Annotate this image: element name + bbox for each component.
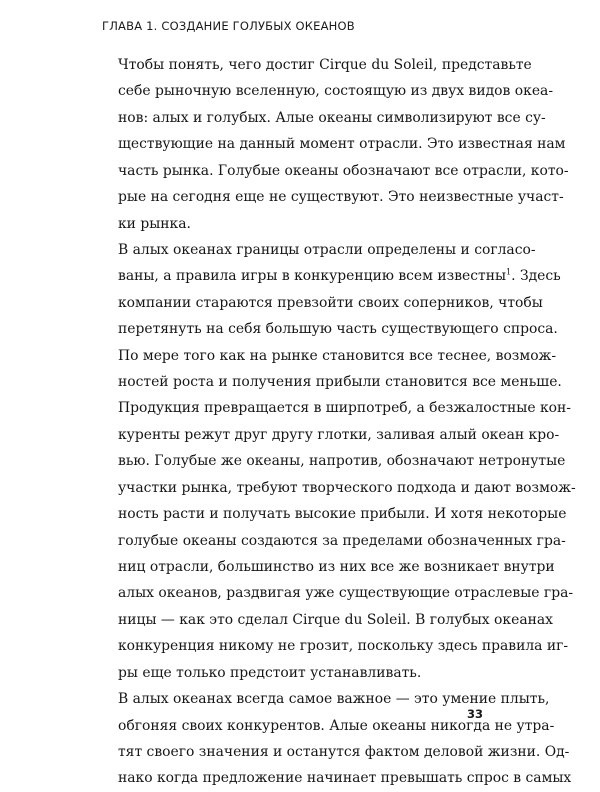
paragraph-1 [118, 52, 569, 237]
text-line: конкуренция никому не грозит, поскольку здесь правила иг- [118, 638, 569, 655]
footnote-mark[interactable]: 1 [506, 267, 512, 277]
paragraph-2 [118, 237, 576, 686]
text-line: ниц отрасли, большинство из них все же возникает внутри [118, 559, 555, 576]
text-line: себе рыночную вселенную, состоящую из двух видов океа- [118, 83, 554, 100]
body-text [118, 52, 576, 792]
text-line: куренты режут друг другу глотки, заливая алый океан кро- [118, 426, 560, 443]
paragraph-3 [118, 686, 572, 792]
text-line: Продукция превращается в ширпотреб, а безжалостные кон- [118, 400, 571, 417]
text-line: часть рынка. Голубые океаны обозначают все отрасли, кото- [118, 162, 569, 179]
text-line: ществующие на данный момент отрасли. Это известная нам [118, 136, 566, 153]
text-line: ность расти и получать высокие прибыли. И хотя некоторые [118, 506, 567, 523]
page-number: 33 [467, 707, 484, 721]
text-line: голубые океаны создаются за пределами обозначенных гра- [118, 532, 566, 549]
text-line: тят своего значения и останутся фактом деловой жизни. Од- [118, 743, 570, 760]
text-line: ры еще только предстоит устанавливать. [118, 664, 422, 681]
text-line: обгоняя своих конкурентов. Алые океаны никогда не утра- [118, 717, 555, 734]
text-line: рые на сегодня еще не существуют. Это неизвестные участ- [118, 189, 564, 206]
text-line: ки рынка. [118, 215, 191, 232]
text-line: По мере того как на рынке становится все теснее, возмож- [118, 347, 557, 364]
text-line: ницы — как это сделал Cirque du Soleil. В голубых океанах [118, 611, 553, 628]
text-line: перетянуть на себя большую часть существующего спроса. [118, 321, 558, 338]
text-line: компании стараются превзойти своих соперников, чтобы [118, 294, 543, 311]
text-line: нако когда предложение начинает превышать спрос в самых [118, 770, 572, 787]
text-line: Чтобы понять, чего достиг Cirque du Soleil, представьте [118, 57, 532, 73]
text-line: ностей роста и получения прибыли становится все меньше. [118, 374, 562, 391]
text-line: вью. Голубые же океаны, напротив, обозначают нетронутые [118, 453, 566, 470]
text-line: алых океанов, раздвигая уже существующие отраслевые гра- [118, 585, 574, 602]
text-line: ваны, а правила игры в конкуренцию всем известны$^1$. Здесь [118, 267, 561, 285]
text-line: В алых океанах границы отрасли определены и согласо- [118, 241, 536, 258]
text-line: В алых океанах всегда самое важное — это умение плыть, [118, 691, 550, 708]
running-head: ГЛАВА 1. СОЗДАНИЕ ГОЛУБЫХ ОКЕАНОВ [102, 19, 355, 33]
text-line: нов: алых и голубых. Алые океаны символизируют все су- [118, 109, 546, 126]
text-line: участки рынка, требуют творческого подхода и дают возмож- [118, 479, 576, 496]
